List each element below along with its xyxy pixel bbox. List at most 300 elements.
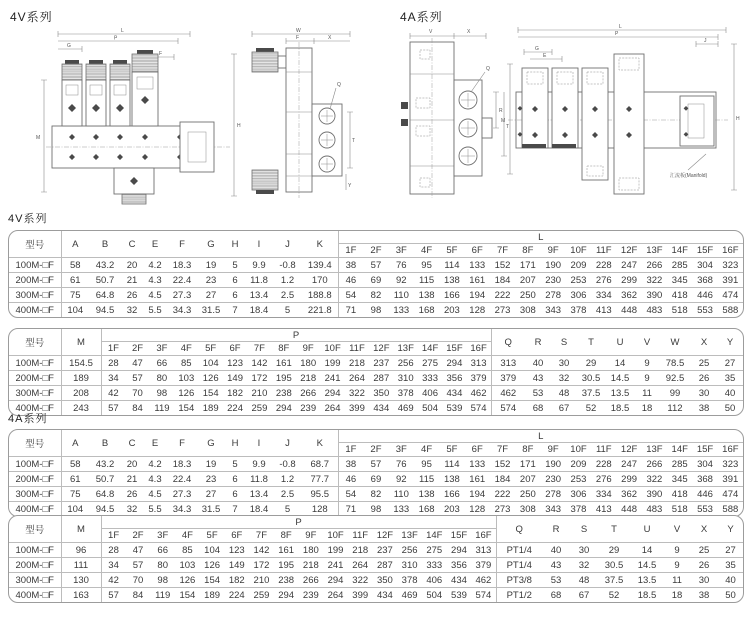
dim-cell: 11.8 xyxy=(245,472,273,487)
dim-cell: 413 xyxy=(591,303,616,318)
v-pitch-table xyxy=(8,328,744,416)
dim-cell: 209 xyxy=(566,457,591,472)
dim-cell: 57 xyxy=(125,371,149,386)
dim-cell: 103 xyxy=(175,558,200,573)
dim-cell: 5 xyxy=(225,457,245,472)
dim-cell: 68.7 xyxy=(302,457,338,472)
dim-cell: 294 xyxy=(442,356,466,371)
subcolumn-header: 9F xyxy=(305,530,317,541)
dim-cell: 18.3 xyxy=(167,457,197,472)
column-header: F xyxy=(179,238,185,250)
dim-cell: 256 xyxy=(397,543,422,558)
dim-cell: 5 xyxy=(273,502,302,517)
dim-cell: 434 xyxy=(447,573,472,588)
dim-cell: 238 xyxy=(274,573,299,588)
annotation-leader xyxy=(688,154,706,170)
dim-cell: 368 xyxy=(692,273,717,288)
dim-label: L xyxy=(121,28,124,34)
subcolumn-header: 1F xyxy=(338,443,363,457)
dim-cell: 46 xyxy=(338,472,363,487)
dim-cell: 119 xyxy=(150,588,175,603)
dim-cell: 110 xyxy=(389,487,414,502)
dim-cell: 154 xyxy=(175,588,200,603)
subcolumn-header: 4F xyxy=(181,530,193,541)
dim-cell: 209 xyxy=(566,258,591,273)
dim-cell: 26 xyxy=(121,288,143,303)
dim-cell: 77.7 xyxy=(302,472,338,487)
dim-cell: 50.7 xyxy=(89,273,121,288)
model-column-header: 型号 xyxy=(25,439,45,450)
dim-cell: 199 xyxy=(320,356,344,371)
dim-cell: -0.8 xyxy=(273,258,302,273)
column-header: B xyxy=(101,238,109,250)
dim-label: H xyxy=(736,116,740,122)
dim-cell: 322 xyxy=(348,573,373,588)
dim-cell: 115 xyxy=(414,472,439,487)
dim-cell: 57 xyxy=(101,401,125,416)
dim-cell: 95 xyxy=(414,457,439,472)
dim-cell: 98 xyxy=(150,573,175,588)
dim-cell: PT1/4 xyxy=(496,543,542,558)
dim-cell: 154 xyxy=(174,401,198,416)
dim-cell: 133 xyxy=(465,258,490,273)
port-face xyxy=(312,104,342,176)
dim-cell: 313 xyxy=(467,356,491,371)
dim-cell: 259 xyxy=(247,401,271,416)
subcolumn-header: 3F xyxy=(156,343,168,354)
subcolumn-header: 4F xyxy=(421,245,433,256)
dim-cell: 43.2 xyxy=(89,457,121,472)
subcolumn-header: 11F xyxy=(595,444,612,455)
dim-cell: 42 xyxy=(101,386,125,401)
subcolumn-header: 9F xyxy=(547,444,559,455)
dim-cell: 469 xyxy=(397,588,422,603)
dim-cell: 92.5 xyxy=(659,371,691,386)
dim-cell: 574 xyxy=(491,401,525,416)
dim-cell: 418 xyxy=(667,487,692,502)
a-dimensions-table xyxy=(8,429,744,517)
dim-cell: 539 xyxy=(447,588,472,603)
dim-cell: 57 xyxy=(363,258,388,273)
dim-label: P xyxy=(114,35,118,42)
dim-cell: 313 xyxy=(491,356,525,371)
dim-cell: 322 xyxy=(642,472,667,487)
dim-cell: 82 xyxy=(363,487,388,502)
dim-cell: 518 xyxy=(667,303,692,318)
dim-cell: 28 xyxy=(101,543,126,558)
dim-cell: 85 xyxy=(174,356,198,371)
dim-cell: 379 xyxy=(491,371,525,386)
dim-cell: 210 xyxy=(247,386,271,401)
dim-cell: 238 xyxy=(272,386,296,401)
dim-cell: 58 xyxy=(61,258,89,273)
a-side-view xyxy=(401,38,492,198)
subcolumn-header: 15F xyxy=(696,444,714,455)
dim-cell: 139.4 xyxy=(302,258,338,273)
dim-cell: 34 xyxy=(101,558,126,573)
dim-cell: 218 xyxy=(348,543,373,558)
dim-cell: 266 xyxy=(642,457,667,472)
a-series-title: 4A系列 xyxy=(400,10,443,24)
dim-cell: 18.4 xyxy=(245,502,273,517)
dim-cell: 171 xyxy=(515,258,540,273)
dim-cell: 50 xyxy=(717,401,743,416)
dim-cell: 94.5 xyxy=(89,303,121,318)
dim-cell: 128 xyxy=(465,303,490,318)
t1v-table xyxy=(9,231,743,317)
dim-cell: 4.3 xyxy=(143,472,167,487)
dim-cell: 78.5 xyxy=(659,356,691,371)
dim-cell: 64.8 xyxy=(89,487,121,502)
dim-cell: 299 xyxy=(616,472,641,487)
subcolumn-header: 8F xyxy=(278,343,290,354)
dim-cell: 5.5 xyxy=(143,303,167,318)
dim-cell: 30.5 xyxy=(577,371,605,386)
dim-cell: 27.3 xyxy=(167,487,197,502)
dim-cell: 275 xyxy=(418,356,442,371)
dim-cell: 448 xyxy=(616,303,641,318)
dim-cell: 11 xyxy=(635,386,659,401)
dim-cell: 9 xyxy=(664,543,690,558)
group-header: L xyxy=(338,430,743,443)
dim-cell: 57 xyxy=(101,588,126,603)
dim-cell: 32 xyxy=(551,371,577,386)
dim-cell: 34 xyxy=(101,371,125,386)
dim-cell: 306 xyxy=(566,288,591,303)
dim-cell: 114 xyxy=(439,457,464,472)
column-header: E xyxy=(151,437,159,449)
dim-cell: 32 xyxy=(121,502,143,517)
dim-cell: 378 xyxy=(397,573,422,588)
dim-label: F xyxy=(296,35,300,41)
dim-cell: 27.3 xyxy=(167,288,197,303)
dim-cell: 253 xyxy=(566,273,591,288)
dim-cell: 230 xyxy=(541,273,566,288)
dim-cell: 149 xyxy=(224,558,249,573)
dim-cell: 210 xyxy=(249,573,274,588)
dim-cell: 308 xyxy=(515,502,540,517)
dim-cell: 43.2 xyxy=(89,258,121,273)
model-cell: 200M-□F xyxy=(9,472,61,487)
dim-cell: 462 xyxy=(467,386,491,401)
dim-cell: 76 xyxy=(389,457,414,472)
dim-cell: 40 xyxy=(718,573,743,588)
column-header: J xyxy=(285,437,290,449)
dim-cell: 68 xyxy=(525,401,551,416)
dim-cell: 61 xyxy=(61,472,89,487)
dim-cell: 110 xyxy=(389,288,414,303)
dim-cell: 38 xyxy=(690,588,718,603)
dim-cell: 207 xyxy=(515,273,540,288)
dim-cell: 38 xyxy=(691,401,717,416)
column-header: Q xyxy=(491,329,525,356)
subcolumn-header: 2F xyxy=(370,444,382,455)
a-pitch-table xyxy=(8,515,744,603)
dim-cell: 142 xyxy=(247,356,271,371)
dim-cell: 588 xyxy=(718,502,743,517)
dim-cell: 48 xyxy=(551,386,577,401)
dim-cell: 70 xyxy=(126,573,151,588)
dim-cell: 306 xyxy=(566,487,591,502)
a-front-view xyxy=(508,54,728,194)
dim-cell: 224 xyxy=(223,401,247,416)
dim-cell: 57 xyxy=(126,558,151,573)
dim-cell: 294 xyxy=(323,573,348,588)
dim-cell: 4.2 xyxy=(143,457,167,472)
dim-cell: 138 xyxy=(414,487,439,502)
table-row xyxy=(9,543,743,558)
dim-cell: 172 xyxy=(249,558,274,573)
dim-cell: 53 xyxy=(542,573,570,588)
t2a-table xyxy=(9,516,743,602)
dim-label: J xyxy=(704,38,707,44)
dim-cell: 26 xyxy=(121,487,143,502)
dim-cell: 14.5 xyxy=(630,558,664,573)
dim-cell: 13.4 xyxy=(245,487,273,502)
dim-cell: 399 xyxy=(345,401,369,416)
table-row xyxy=(9,573,743,588)
valve-unit xyxy=(86,60,106,126)
dim-cell: 29 xyxy=(577,356,605,371)
dim-cell: 448 xyxy=(616,502,641,517)
model-cell: 200M-□F xyxy=(9,558,61,573)
dim-cell: 47 xyxy=(125,356,149,371)
subcolumn-header: 10F xyxy=(570,444,587,455)
dim-cell: 247 xyxy=(616,258,641,273)
dim-cell: 469 xyxy=(394,401,418,416)
dim-cell: 9.9 xyxy=(245,258,273,273)
dim-cell: 11 xyxy=(664,573,690,588)
dim-cell: 128 xyxy=(465,502,490,517)
dim-cell: 333 xyxy=(422,558,447,573)
column-header: Y xyxy=(727,523,734,535)
column-header: A xyxy=(61,231,89,258)
dim-cell: 103 xyxy=(174,371,198,386)
dim-cell: 171 xyxy=(515,457,540,472)
dim-cell: 23 xyxy=(197,472,225,487)
column-header: V xyxy=(673,523,681,535)
dim-cell: 84 xyxy=(126,588,151,603)
dim-cell: 170 xyxy=(302,273,338,288)
dim-cell: 71 xyxy=(338,502,363,517)
subcolumn-header: 13F xyxy=(397,343,414,354)
dim-cell: 27 xyxy=(197,487,225,502)
dim-cell: 123 xyxy=(224,543,249,558)
subcolumn-header: 10F xyxy=(327,530,344,541)
column-header: Q xyxy=(496,516,542,543)
subcolumn-header: 10F xyxy=(570,245,587,256)
dim-cell: 130 xyxy=(61,573,101,588)
dim-cell: 259 xyxy=(249,588,274,603)
dim-cell: 40 xyxy=(542,543,570,558)
dim-cell: 123 xyxy=(223,356,247,371)
dim-cell: 149 xyxy=(223,371,247,386)
subcolumn-header: 8F xyxy=(522,444,534,455)
dim-cell: 264 xyxy=(323,588,348,603)
dim-cell: 27 xyxy=(718,543,743,558)
dim-cell: 154 xyxy=(199,386,223,401)
dim-label: T xyxy=(352,138,356,144)
dim-cell: 28 xyxy=(101,356,125,371)
dim-cell: 30 xyxy=(551,356,577,371)
t2v-table xyxy=(9,329,743,415)
dim-cell: 14 xyxy=(605,356,635,371)
dim-cell: 42 xyxy=(101,573,126,588)
dim-cell: 7 xyxy=(225,303,245,318)
dim-cell: 189 xyxy=(61,371,101,386)
dim-cell: 323 xyxy=(718,258,743,273)
subcolumn-header: 5F xyxy=(205,343,217,354)
subcolumn-header: 4F xyxy=(180,343,192,354)
column-header: U xyxy=(643,523,651,535)
dim-cell: 126 xyxy=(200,558,225,573)
dim-cell: 40 xyxy=(717,386,743,401)
column-header: E xyxy=(151,238,159,250)
dim-cell: 75 xyxy=(61,487,89,502)
model-cell: 400M-□F xyxy=(9,303,61,318)
dim-cell: 184 xyxy=(490,273,515,288)
dim-cell: 161 xyxy=(465,273,490,288)
dim-cell: 80 xyxy=(150,558,175,573)
manifold-annotation: 汇流板(Manifold) xyxy=(670,173,708,179)
group-header: P xyxy=(101,329,491,342)
column-header: T xyxy=(588,336,594,348)
end-plate xyxy=(680,96,714,146)
dim-cell: 128 xyxy=(302,502,338,517)
dim-cell: 30.5 xyxy=(598,558,630,573)
subcolumn-header: 9F xyxy=(547,245,559,256)
table-row xyxy=(9,457,743,472)
model-cell: 300M-□F xyxy=(9,288,61,303)
dim-cell: 154 xyxy=(200,573,225,588)
dim-cell: 6 xyxy=(225,288,245,303)
subcolumn-header: 11F xyxy=(352,530,369,541)
dim-cell: 168 xyxy=(414,502,439,517)
dim-cell: 126 xyxy=(174,386,198,401)
dim-cell: 25 xyxy=(690,543,718,558)
dim-cell: 308 xyxy=(515,303,540,318)
dim-cell: 182 xyxy=(223,386,247,401)
dim-cell: 115 xyxy=(414,273,439,288)
dim-cell: 47 xyxy=(126,543,151,558)
dim-cell: 32 xyxy=(121,303,143,318)
dim-cell: 21 xyxy=(121,472,143,487)
dim-cell: 71 xyxy=(338,303,363,318)
column-header: C xyxy=(128,238,136,250)
dim-cell: 264 xyxy=(345,371,369,386)
table-row xyxy=(9,487,743,502)
column-header: J xyxy=(285,238,290,250)
dim-cell: 154.5 xyxy=(61,356,101,371)
column-header: G xyxy=(207,437,215,449)
dim-cell: 345 xyxy=(667,472,692,487)
model-cell: 300M-□F xyxy=(9,386,61,401)
subcolumn-header: 4F xyxy=(421,444,433,455)
dim-cell: 2.5 xyxy=(273,288,302,303)
dim-cell: 64.8 xyxy=(89,288,121,303)
column-header: C xyxy=(128,437,136,449)
column-header: B xyxy=(101,437,109,449)
dim-cell: 446 xyxy=(692,288,717,303)
dim-cell: 184 xyxy=(490,472,515,487)
dim-cell: 418 xyxy=(667,288,692,303)
dim-cell: 239 xyxy=(299,588,324,603)
model-column-header: 型号 xyxy=(25,338,45,349)
dim-cell: 276 xyxy=(591,273,616,288)
subcolumn-header: 3F xyxy=(157,530,169,541)
dim-cell: 61 xyxy=(61,273,89,288)
end-plate xyxy=(180,122,214,172)
dim-label: Q xyxy=(337,82,341,88)
dim-cell: 126 xyxy=(175,573,200,588)
dim-cell: 19 xyxy=(197,258,225,273)
column-header: M xyxy=(61,516,101,543)
dim-cell: 294 xyxy=(274,588,299,603)
table-row xyxy=(9,371,743,386)
dim-cell: 166 xyxy=(439,487,464,502)
dim-cell: 9.9 xyxy=(245,457,273,472)
dim-cell: 80 xyxy=(150,371,174,386)
dim-cell: 161 xyxy=(274,543,299,558)
subcolumn-header: 2F xyxy=(132,530,144,541)
dim-cell: 588 xyxy=(718,303,743,318)
dim-cell: 67 xyxy=(570,588,598,603)
dim-cell: 294 xyxy=(272,401,296,416)
dim-cell: 34.3 xyxy=(167,303,197,318)
dim-cell: 6 xyxy=(225,487,245,502)
dim-cell: 539 xyxy=(442,401,466,416)
v-front-view xyxy=(46,50,230,204)
table-row xyxy=(9,502,743,517)
dim-cell: 518 xyxy=(667,502,692,517)
group-header: L xyxy=(338,231,743,244)
subcolumn-header: 16F xyxy=(722,444,739,455)
valve-unit xyxy=(110,60,130,126)
dim-cell: 273 xyxy=(490,502,515,517)
dim-cell: 334 xyxy=(591,288,616,303)
dim-cell: PT1/2 xyxy=(496,588,542,603)
dim-cell: 27 xyxy=(197,288,225,303)
port-face xyxy=(454,80,482,176)
dim-cell: 75 xyxy=(61,288,89,303)
dim-cell: 250 xyxy=(515,288,540,303)
dim-label: E xyxy=(543,53,547,59)
dim-cell: 13.5 xyxy=(605,386,635,401)
dim-cell: 343 xyxy=(541,502,566,517)
subcolumn-header: 2F xyxy=(370,245,382,256)
table-row xyxy=(9,588,743,603)
column-header: I xyxy=(257,437,261,449)
dim-cell: 287 xyxy=(373,558,398,573)
dim-cell: 241 xyxy=(320,371,344,386)
dim-cell: 368 xyxy=(692,472,717,487)
dim-cell: 13.5 xyxy=(630,573,664,588)
dim-cell: 343 xyxy=(541,303,566,318)
dim-cell: 35 xyxy=(718,558,743,573)
dim-cell: 195 xyxy=(274,558,299,573)
dim-cell: 285 xyxy=(667,258,692,273)
dim-cell: 9 xyxy=(664,558,690,573)
dim-cell: 208 xyxy=(61,386,101,401)
dim-cell: 9 xyxy=(635,356,659,371)
dim-cell: 31.5 xyxy=(197,303,225,318)
dim-cell: 180 xyxy=(299,543,324,558)
dim-cell: 266 xyxy=(296,386,320,401)
dim-cell: 57 xyxy=(363,457,388,472)
dim-cell: 92 xyxy=(389,472,414,487)
dim-cell: 31.5 xyxy=(197,502,225,517)
dim-cell: 350 xyxy=(373,573,398,588)
